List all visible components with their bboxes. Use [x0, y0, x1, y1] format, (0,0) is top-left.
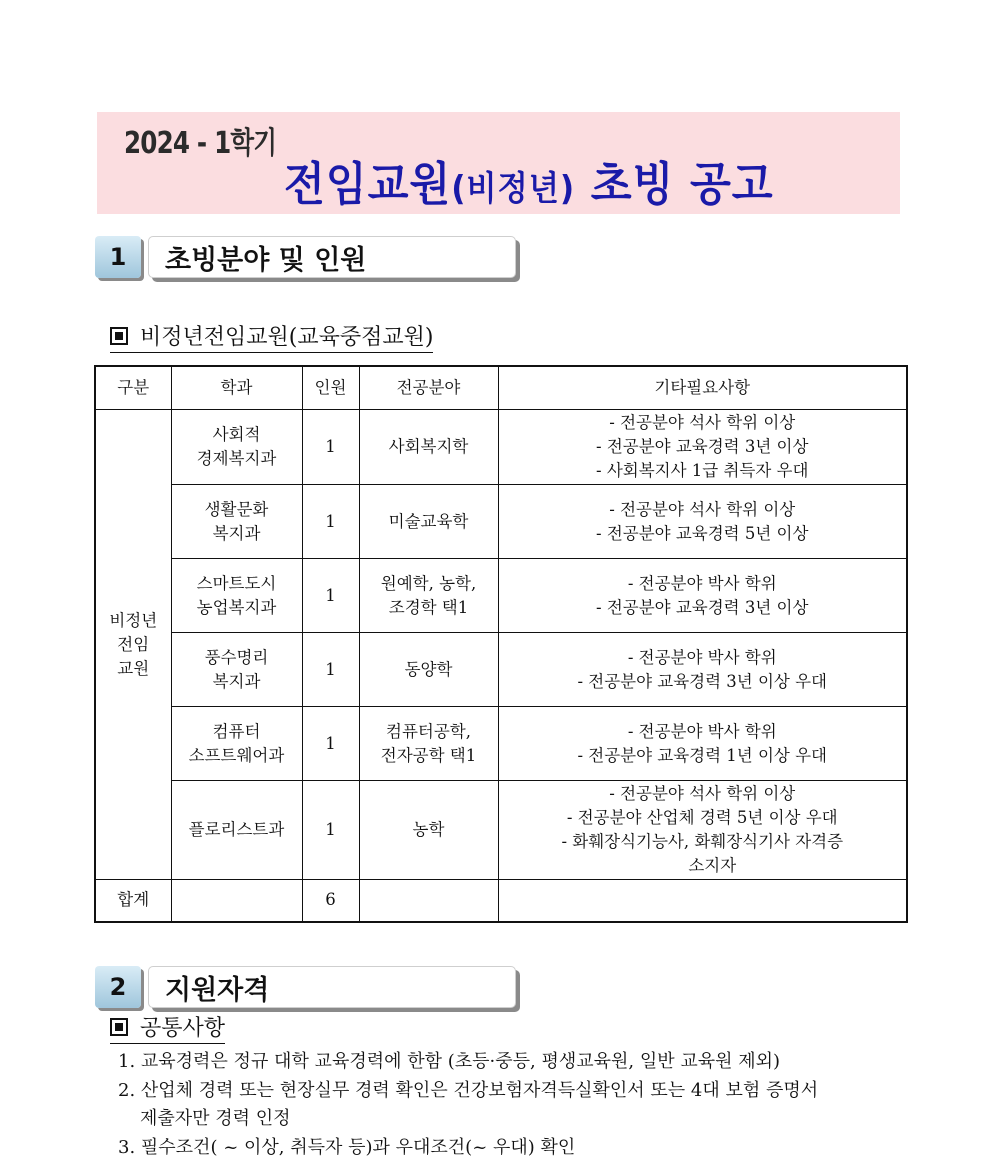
- subhead-nontenure-text: 비정년전임교원(교육중점교원): [140, 325, 434, 350]
- major-cell: 미술교육학: [359, 485, 498, 559]
- table-row: [95, 559, 907, 633]
- recruitment-table: [94, 365, 908, 923]
- requirements-cell: - 전공분야 박사 학위 - 전공분야 교육경력 3년 이상: [498, 559, 907, 633]
- count-cell: 1: [302, 485, 359, 559]
- table-row: [95, 410, 907, 485]
- requirements-cell: - 전공분야 박사 학위 - 전공분야 교육경력 3년 이상 우대: [498, 633, 907, 707]
- table-row: [95, 781, 907, 880]
- dept-cell: 사회적 경제복지과: [171, 410, 302, 485]
- major-cell: 사회복지학: [359, 410, 498, 485]
- subhead-common-text: 공통사항: [140, 1016, 226, 1041]
- header-requirements: 기타필요사항: [498, 366, 907, 410]
- total-label: 합계: [95, 880, 171, 922]
- filled-square-icon: [110, 327, 128, 345]
- table-row: [95, 633, 907, 707]
- header-major: 전공분야: [359, 366, 498, 410]
- section-1-number: 1: [95, 236, 141, 278]
- list-item: 2. 산업체 경력 또는 현장실무 경력 확인은 건강보험자격득실확인서 또는 4대 보험 증명서: [118, 1079, 819, 1101]
- header-department: 학과: [171, 366, 302, 410]
- header-count: 인원: [302, 366, 359, 410]
- requirements-cell: - 전공분야 석사 학위 이상 - 전공분야 교육경력 5년 이상: [498, 485, 907, 559]
- total-empty-cell: [359, 880, 498, 922]
- table-total-row: [95, 880, 907, 922]
- section-1-title: 초빙분야 및 인원: [148, 236, 516, 278]
- major-cell: 원예학, 농학, 조경학 택1: [359, 559, 498, 633]
- requirements-cell: - 전공분야 석사 학위 이상 - 전공분야 교육경력 3년 이상 - 사회복지사 1급 취득자 우대: [498, 410, 907, 485]
- common-requirements-list: [118, 1048, 818, 1162]
- table-header-row: [95, 366, 907, 410]
- page-title: [284, 148, 774, 214]
- list-item: 3. 필수조건( ~ 이상, 취득자 등)과 우대조건(~ 우대) 확인: [118, 1136, 576, 1158]
- header-category: 구분: [95, 366, 171, 410]
- total-count: 6: [302, 880, 359, 922]
- dept-cell: 스마트도시 농업복지과: [171, 559, 302, 633]
- total-empty-cell: [171, 880, 302, 922]
- dept-cell: 풍수명리 복지과: [171, 633, 302, 707]
- count-cell: 1: [302, 707, 359, 781]
- page-title-tail: 초빙 공고: [590, 157, 774, 211]
- group-label: 비정년 전임 교원: [95, 410, 171, 880]
- major-cell: 동양학: [359, 633, 498, 707]
- major-cell: 컴퓨터공학, 전자공학 택1: [359, 707, 498, 781]
- list-item: 1. 교육경력은 정규 대학 교육경력에 한함 (초등·중등, 평생교육원, 일반 교육원 제외): [118, 1051, 781, 1072]
- subhead-nontenure: [110, 324, 433, 353]
- dept-cell: 생활문화 복지과: [171, 485, 302, 559]
- semester-label: 2024 - 1학기: [124, 126, 277, 161]
- total-empty-cell: [498, 880, 907, 922]
- count-cell: 1: [302, 781, 359, 880]
- count-cell: 1: [302, 633, 359, 707]
- subhead-common: [110, 1015, 225, 1044]
- requirements-cell: - 전공분야 석사 학위 이상 - 전공분야 산업체 경력 5년 이상 우대 - 화훼장식기능사, 화훼장식기사 자격증 소지자: [498, 781, 907, 880]
- page-title-main: 전임교원: [284, 157, 452, 211]
- filled-square-icon: [110, 1018, 128, 1036]
- section-2-number: 2: [95, 966, 141, 1008]
- list-item: 제출자만 경력 인정: [140, 1108, 291, 1129]
- major-cell: 농학: [359, 781, 498, 880]
- table-row: [95, 707, 907, 781]
- count-cell: 1: [302, 410, 359, 485]
- page-title-paren: (비정년): [451, 169, 576, 209]
- count-cell: 1: [302, 559, 359, 633]
- requirements-cell: - 전공분야 박사 학위 - 전공분야 교육경력 1년 이상 우대: [498, 707, 907, 781]
- section-2-title: 지원자격: [148, 966, 516, 1008]
- table-row: [95, 485, 907, 559]
- dept-cell: 플로리스트과: [171, 781, 302, 880]
- dept-cell: 컴퓨터 소프트웨어과: [171, 707, 302, 781]
